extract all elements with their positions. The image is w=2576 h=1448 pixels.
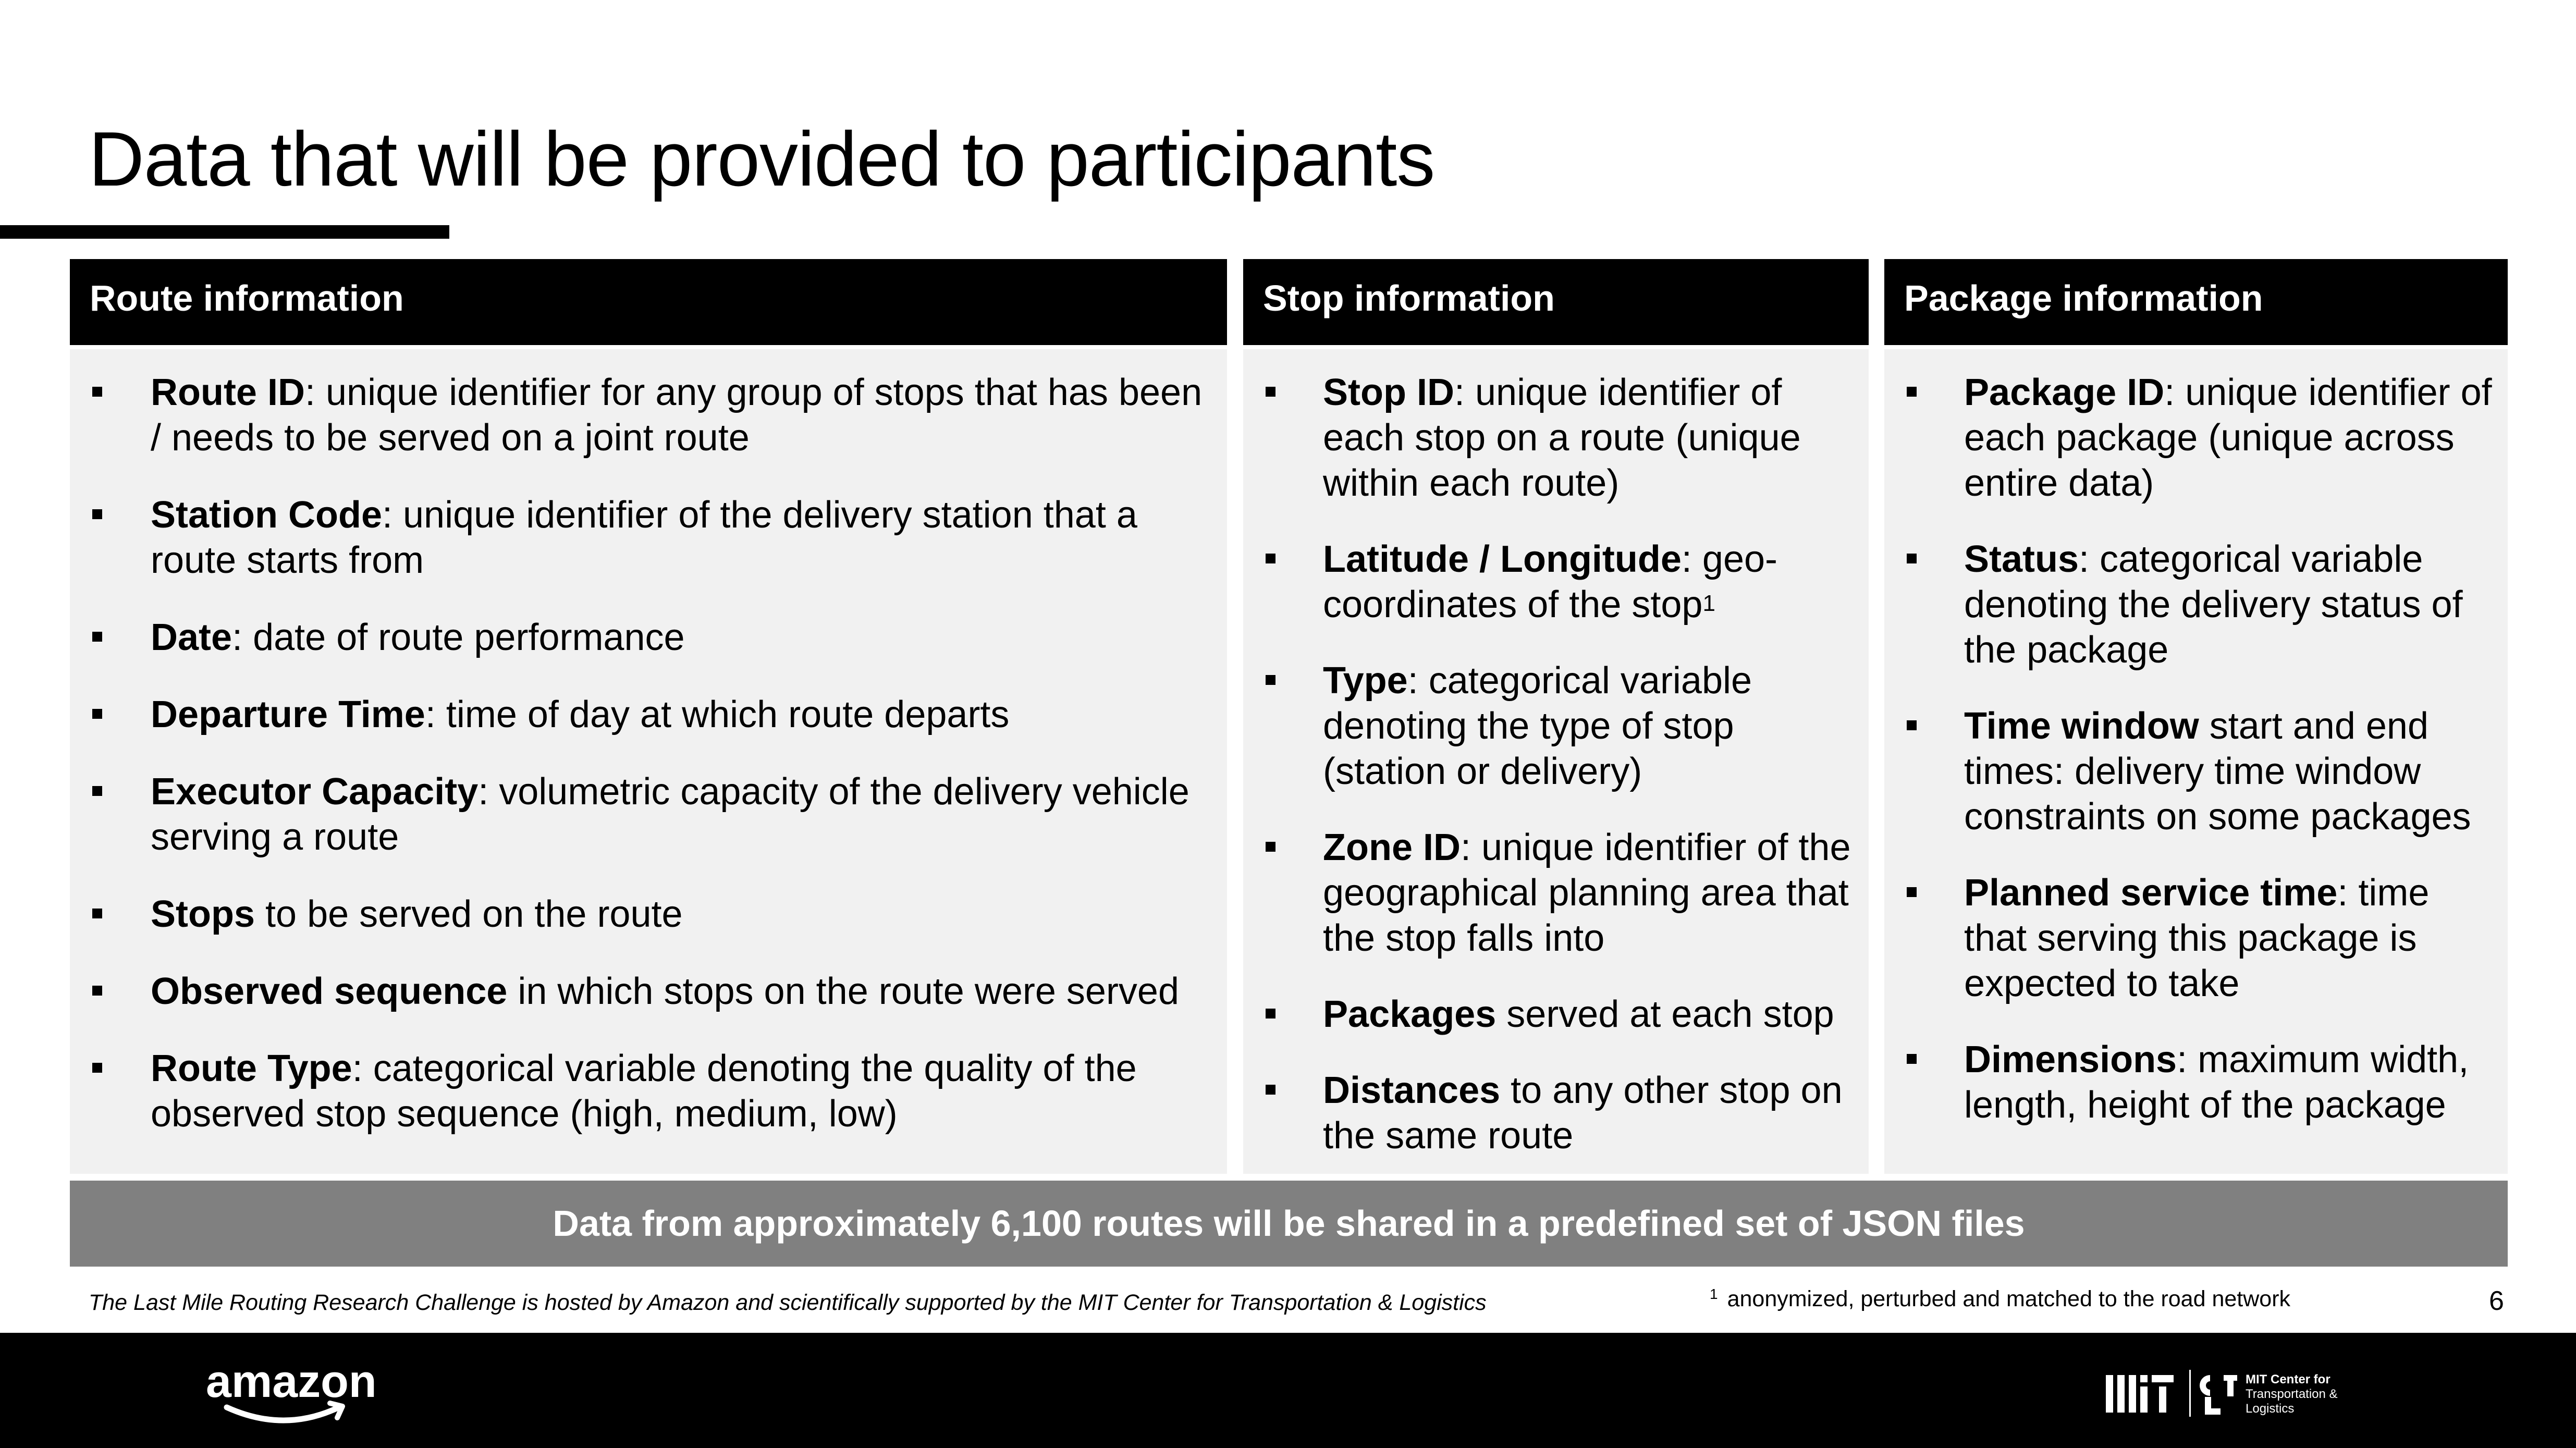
bullet-square-icon [1907,554,1917,563]
column-body-route [70,349,1227,1174]
mit-ctl-logo [2106,1365,2377,1422]
bullet-item [1884,370,2497,506]
bullet-square-icon [1266,675,1275,685]
anonymization-footnote [1710,1286,2290,1312]
bullet-item [1243,537,1858,628]
bullet-item [70,1046,1217,1137]
footnote-marker: 1 [1710,1286,1718,1302]
bullet-term: Stops [151,893,255,935]
bullet-term: Zone ID [1323,827,1461,868]
bullet-item [1243,1068,1858,1159]
bullet-square-icon [92,509,102,519]
bullet-square-icon [1266,387,1275,397]
mit-mark-icon [2106,1375,2174,1413]
bullet-item [70,892,1217,937]
bullet-term: Status [1964,538,2079,580]
bullet-description: : categorical variable denoting the type of stop (station or delivery) [1323,660,1752,792]
bullet-item [1884,1037,2497,1128]
bullet-item [70,615,1217,660]
column-body-stop [1243,349,1869,1174]
bullet-description: : volumetric capacity of the delivery vehicle serving a route [151,771,1189,858]
bullet-square-icon [1266,1085,1275,1095]
bullet-description: to any other stop on the same route [1323,1070,1843,1157]
bullet-square-icon [1907,720,1917,730]
bullet-item [1243,992,1858,1037]
bullet-square-icon [92,1063,102,1073]
bullet-item [70,370,1217,461]
bullet-square-icon [1266,554,1275,563]
bullet-description: : maximum width, length, height of the package [1964,1039,2469,1126]
bullet-item [70,692,1217,738]
route-info-list [70,370,1217,1137]
package-info-list [1884,370,2497,1128]
bullet-description: in which stops on the route were served [507,971,1180,1012]
bullet-term: Dimensions [1964,1039,2177,1081]
bullet-description: : date of route performance [232,617,685,658]
bullet-square-icon [92,387,102,397]
bullet-item [1884,704,2497,840]
bullet-square-icon [1907,387,1917,397]
bullet-square-icon [1266,1009,1275,1018]
footnote-reference: 1 [1702,591,1715,616]
bullet-description: : geo-coordinates of the stop [1323,538,1778,625]
bullet-term: Latitude / Longitude [1323,538,1682,580]
bullet-term: Station Code [151,494,382,536]
bullet-item [1243,825,1858,961]
slide-title: Data that will be provided to participants [89,116,1435,202]
bullet-square-icon [92,632,102,642]
summary-banner: Data from approximately 6,100 routes will be shared in a predefined set of JSON files [70,1181,2508,1267]
column-header-stop: Stop information [1243,259,1869,345]
page-number: 6 [2489,1286,2504,1316]
bullet-term: Planned service time [1964,872,2338,914]
bullet-description: : unique identifier of the geographical planning area that the stop falls into [1323,827,1851,959]
bullet-term: Departure Time [151,694,425,735]
ctl-text-line3: Logistics [2246,1402,2295,1416]
amazon-logo-text: amazon [206,1355,377,1407]
ctl-mark-icon [2200,1375,2237,1415]
bullet-square-icon [92,786,102,796]
bullet-item [70,493,1217,583]
bullet-item [1243,658,1858,794]
logo-divider [2189,1370,2191,1417]
hosting-footnote: The Last Mile Routing Research Challenge is hosted by Amazon and scientifically supported by the MIT Center for Transportation & Logistics [89,1290,1487,1315]
bullet-description: : unique identifier of the delivery station that a route starts from [151,494,1137,581]
bullet-item [1243,370,1858,506]
title-underline [0,225,449,239]
ctl-text-line2: Transportation & [2246,1387,2338,1401]
bullet-description: : unique identifier for any group of stops that has been / needs to be served on a joint route [151,372,1203,459]
bullet-term: Observed sequence [151,971,508,1012]
column-header-route: Route information [70,259,1227,345]
bullet-term: Route Type [151,1048,352,1089]
bullet-square-icon [1907,887,1917,897]
bullet-description: : unique identifier of each package (unique across entire data) [1964,372,2492,504]
bullet-term: Time window [1964,705,2199,747]
bullet-description: : categorical variable denoting the delivery status of the package [1964,538,2463,671]
bullet-description: : unique identifier of each stop on a route (unique within each route) [1323,372,1801,504]
bullet-description: : time of day at which route departs [425,694,1010,735]
bullet-item [1884,870,2497,1007]
bullet-term: Package ID [1964,372,2165,413]
bullet-term: Stop ID [1323,372,1454,413]
bullet-item [1884,537,2497,673]
bullet-description: : categorical variable denoting the quality of the observed stop sequence (high, medium, low) [151,1048,1137,1135]
bullet-term: Type [1323,660,1408,702]
amazon-smile-icon [227,1407,339,1420]
bullet-description: to be served on the route [255,893,683,935]
column-header-package: Package information [1884,259,2508,345]
bullet-description: served at each stop [1496,993,1834,1035]
footnote-text: anonymized, perturbed and matched to the road network [1727,1286,2291,1311]
stop-info-list [1243,370,1858,1159]
bullet-square-icon [92,909,102,918]
bullet-item [70,969,1217,1014]
column-body-package [1884,349,2508,1174]
bullet-square-icon [1907,1054,1917,1064]
bullet-term: Distances [1323,1070,1501,1111]
bullet-square-icon [1266,842,1275,852]
bullet-term: Date [151,617,232,658]
amazon-logo [206,1355,394,1428]
ctl-text-line1: MIT Center for [2246,1372,2330,1386]
bullet-description: start and end times: delivery time window constraints on some packages [1964,705,2471,838]
bullet-square-icon [92,986,102,996]
bullet-item [70,769,1217,860]
bullet-term: Route ID [151,372,305,413]
bullet-square-icon [92,709,102,719]
bullet-term: Packages [1323,993,1496,1035]
bullet-term: Executor Capacity [151,771,479,813]
bullet-description: : time that serving this package is expected to take [1964,872,2430,1004]
